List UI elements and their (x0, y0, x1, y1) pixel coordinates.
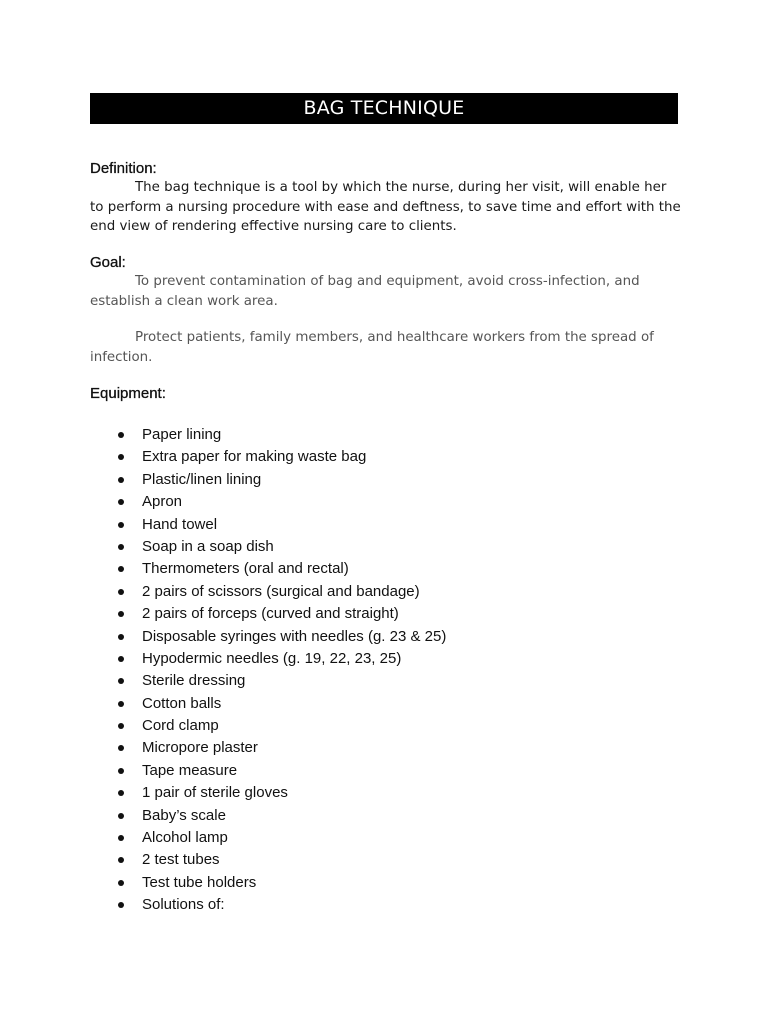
list-item (0, 491, 768, 513)
bullet-icon (118, 701, 124, 707)
list-item-text: Baby’s scale (142, 806, 226, 824)
goal-text-2: Protect patients, family members, and healthcare workers from the spread of infection. (90, 330, 654, 365)
bullet-icon (118, 634, 124, 640)
bullet-icon (118, 768, 124, 774)
list-item-text: Extra paper for making waste bag (142, 448, 367, 466)
bullet-icon (118, 522, 124, 528)
bullet-icon (118, 589, 124, 595)
bullet-icon (118, 835, 124, 841)
list-item-text: 2 pairs of scissors (surgical and bandage) (142, 582, 420, 600)
goal-paragraph-2 (90, 328, 682, 367)
list-item-text: Disposable syringes with needles (g. 23 & 25) (142, 627, 447, 645)
bullet-icon (118, 611, 124, 617)
list-item (0, 670, 768, 692)
list-item (0, 603, 768, 625)
goal-paragraph-1 (90, 272, 682, 311)
list-item-text: Solutions of: (142, 896, 225, 914)
list-item (0, 446, 768, 468)
bullet-icon (118, 902, 124, 908)
list-item-text: 2 pairs of forceps (curved and straight) (142, 605, 399, 623)
list-item-text: Micropore plaster (142, 739, 258, 757)
bullet-icon (118, 790, 124, 796)
list-item (0, 872, 768, 894)
list-item-text: Tape measure (142, 761, 238, 779)
list-item-text: Test tube holders (142, 873, 257, 891)
list-item-text: Soap in a soap dish (142, 537, 274, 555)
list-item (0, 760, 768, 782)
list-item-text: Paper lining (142, 426, 222, 443)
document-title: BAG TECHNIQUE (90, 93, 678, 124)
bullet-icon (118, 813, 124, 819)
bullet-icon (118, 477, 124, 483)
list-item (0, 469, 768, 491)
list-item-text: Cord clamp (142, 717, 219, 735)
goal-heading: Goal: (90, 254, 126, 271)
bullet-icon (118, 656, 124, 662)
bullet-icon (118, 499, 124, 505)
list-item (0, 581, 768, 603)
list-item-text: 1 pair of sterile gloves (142, 784, 288, 802)
bullet-icon (118, 678, 124, 684)
list-item (0, 693, 768, 715)
bullet-icon (118, 544, 124, 550)
list-item-text: Apron (142, 493, 183, 511)
list-item (0, 805, 768, 827)
list-item (0, 558, 768, 580)
bullet-icon (118, 880, 124, 886)
list-item (0, 827, 768, 849)
definition-paragraph (90, 178, 682, 237)
definition-heading: Definition: (90, 160, 157, 177)
equipment-list (0, 424, 768, 917)
list-item (0, 648, 768, 670)
list-item (0, 894, 768, 916)
bullet-icon (118, 723, 124, 729)
list-item (0, 737, 768, 759)
list-item-text: Hand towel (142, 515, 218, 533)
list-item-text: Alcohol lamp (142, 829, 228, 847)
list-item-text: Thermometers (oral and rectal) (142, 560, 349, 578)
bullet-icon (118, 745, 124, 751)
list-item (0, 715, 768, 737)
bullet-icon (118, 454, 124, 460)
bullet-icon (118, 566, 124, 572)
list-item-text: Sterile dressing (142, 672, 246, 690)
bullet-icon (118, 432, 124, 438)
bullet-icon (118, 857, 124, 863)
list-item-text: Hypodermic needles (g. 19, 22, 23, 25) (142, 649, 402, 667)
equipment-heading: Equipment: (90, 385, 166, 402)
list-item (0, 626, 768, 648)
list-item (0, 782, 768, 804)
list-item (0, 514, 768, 536)
list-item-text: Cotton balls (142, 694, 222, 712)
list-item-text: 2 test tubes (142, 851, 220, 869)
list-item (0, 536, 768, 558)
list-item (0, 849, 768, 871)
list-item (0, 424, 768, 446)
list-item-text: Plastic/linen lining (142, 470, 262, 488)
definition-text: The bag technique is a tool by which the nurse, during her visit, will enable her to perform a nursing procedure with ease and deftness, to save time and effort with the end view of rendering effective nursing care to clients. (90, 180, 681, 234)
goal-text-1: To prevent contamination of bag and equipment, avoid cross-infection, and establish a clean work area. (90, 274, 640, 309)
